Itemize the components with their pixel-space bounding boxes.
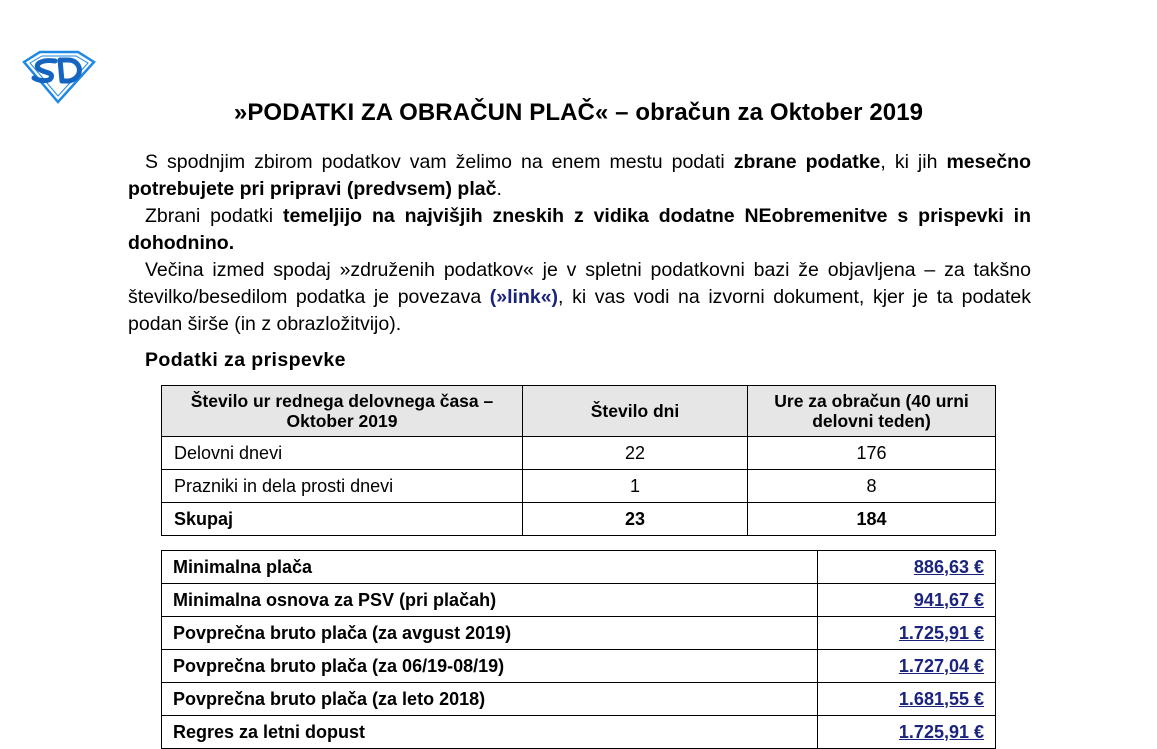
value-link[interactable]: 1.725,91 €	[818, 617, 996, 650]
value-link[interactable]: 1.681,55 €	[818, 683, 996, 716]
table-total-row	[162, 503, 996, 536]
row-label: Skupaj	[162, 503, 523, 536]
hours-cell: 8	[748, 470, 996, 503]
table-row	[162, 716, 996, 749]
hours-cell: 176	[748, 437, 996, 470]
table-row	[162, 437, 996, 470]
table-row	[162, 650, 996, 683]
row-label: Delovni dnevi	[162, 437, 523, 470]
row-label: Regres za letni dopust	[162, 716, 818, 749]
row-label: Prazniki in dela prosti dnevi	[162, 470, 523, 503]
section-heading: Podatki za prispevke	[145, 349, 346, 371]
table-row	[162, 617, 996, 650]
table-row	[162, 584, 996, 617]
column-header: Ure za obračun (40 urni delovni teden)	[748, 386, 996, 437]
sd-logo-icon	[22, 48, 96, 104]
row-label: Minimalna plača	[162, 551, 818, 584]
table-row	[162, 683, 996, 716]
intro-paragraph-3: Večina izmed spodaj »združenih podatkov« je v spletni podatkovni bazi že objavljena – za takšno številko/besedilom podatka je povezava (»link«), ki vas vodi na izvorni dokument, kjer je ta podatek podan širše (in z obrazložitvijo).	[128, 259, 1031, 335]
days-cell: 23	[523, 503, 748, 536]
row-label: Povprečna bruto plača (za avgust 2019)	[162, 617, 818, 650]
table-header-row	[162, 386, 996, 437]
value-link[interactable]: 1.727,04 €	[818, 650, 996, 683]
row-label: Minimalna osnova za PSV (pri plačah)	[162, 584, 818, 617]
value-link[interactable]: 1.725,91 €	[818, 716, 996, 749]
page-title: »PODATKI ZA OBRAČUN PLAČ« – obračun za Oktober 2019	[233, 99, 924, 126]
value-link[interactable]: 941,67 €	[818, 584, 996, 617]
column-header: Število dni	[523, 386, 748, 437]
column-header: Število ur rednega delovnega časa – Oktober 2019	[162, 386, 523, 437]
source-link[interactable]: (»link«)	[489, 286, 559, 308]
hours-table	[161, 385, 996, 536]
row-label: Povprečna bruto plača (za 06/19-08/19)	[162, 650, 818, 683]
intro-paragraph-1: S spodnjim zbirom podatkov vam želimo na enem mestu podati zbrane podatke, ki jih mesečno potrebujete pri pripravi (predvsem) plač.	[128, 151, 1031, 200]
values-table	[161, 550, 996, 749]
intro-paragraph-2: Zbrani podatki temeljijo na najvišjih zneskih z vidika dodatne NEobremenitve s prispevki in dohodnino.	[128, 205, 1032, 254]
value-link[interactable]: 886,63 €	[818, 551, 996, 584]
row-label: Povprečna bruto plača (za leto 2018)	[162, 683, 818, 716]
days-cell: 22	[523, 437, 748, 470]
days-cell: 1	[523, 470, 748, 503]
table-row	[162, 551, 996, 584]
hours-cell: 184	[748, 503, 996, 536]
table-row	[162, 470, 996, 503]
